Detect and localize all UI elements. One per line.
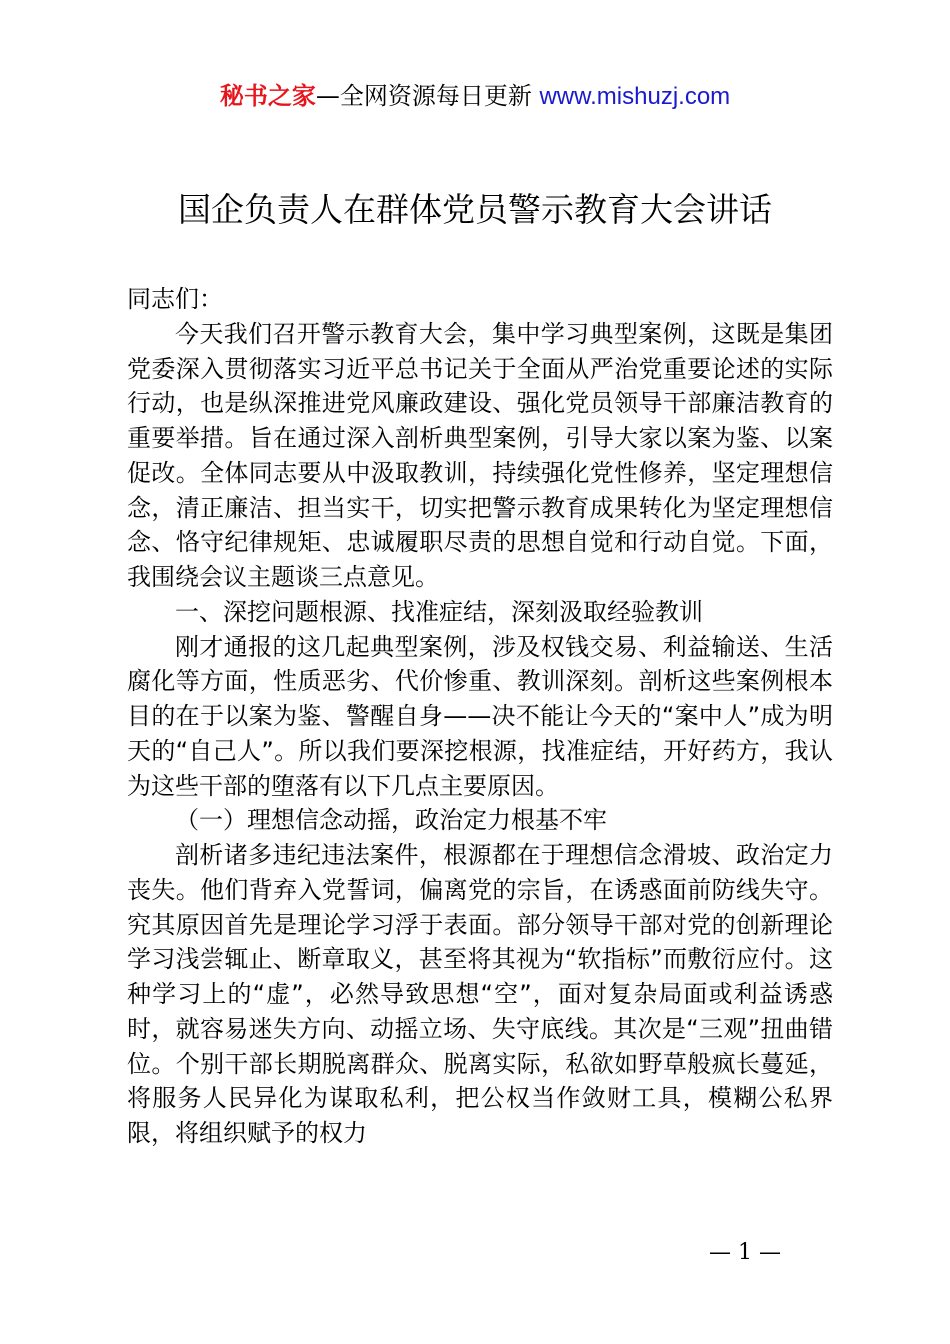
paragraph-analysis: 剖析诸多违纪违法案件，根源都在于理想信念滑坡、政治定力丧失。他们背弃入党誓词，偏离党的宗旨，在诱惑面前防线失守。究其原因首先是理论学习浮于表面。部分领导干部对党的创新理论学习浅尝辄止、断章取义，甚至将其视为“软指标”而敷衍应付。这种学习上的“虚”，必然导致思想“空”，面对复杂局面或利益诱惑时，就容易迷失方向、动摇立场、失守底线。其次是“三观”扭曲错位。个别干部长期脱离群众、脱离实际，私欲如野草般疯长蔓延，将服务人民异化为谋取私利，把公权当作敛财工具，模糊公私界限，将组织赋予的权力	[127, 841, 833, 1147]
section-heading-1: 一、深挖问题根源、找准症结，深刻汲取经验教训	[175, 597, 703, 626]
site-brand: 秘书之家	[219, 82, 316, 110]
document-title: 国企负责人在群体党员警示教育大会讲话	[178, 190, 772, 229]
site-url-link[interactable]: www.mishuzj.com	[539, 83, 731, 110]
document-body	[127, 282, 833, 1151]
paragraph-intro: 今天我们召开警示教育大会，集中学习典型案例，这既是集团党委深入贯彻落实习近平总书记关于全面从严治党重要论述的实际行动，也是纵深推进党风廉政建设、强化党员领导干部廉洁教育的重要举措。旨在通过深入剖析典型案例，引导大家以案为鉴、以案促改。全体同志要从中汲取教训，持续强化党性修养，坚定理想信念，清正廉洁、担当实干，切实把警示教育成果转化为坚定理想信念、恪守纪律规矩、忠诚履职尽责的思想自觉和行动自觉。下面，我围绕会议主题谈三点意见。	[127, 319, 833, 591]
subsection-heading-1: （一）理想信念动摇，政治定力根基不牢	[175, 806, 607, 835]
paragraph-cases: 刚才通报的这几起典型案例，涉及权钱交易、利益输送、生活腐化等方面，性质恶劣、代价惨重、教训深刻。剖析这些案例根本目的在于以案为鉴、警醒自身——决不能让今天的“案中人”成为明天的“自己人”。所以我们要深挖根源，找准症结，开好药方，我认为这些干部的堕落有以下几点主要原因。	[127, 632, 833, 800]
site-tagline: —全网资源每日更新	[315, 82, 540, 110]
salutation: 同志们：	[127, 285, 223, 313]
page-number: — 1 —	[709, 1240, 781, 1265]
site-header	[0, 80, 950, 113]
